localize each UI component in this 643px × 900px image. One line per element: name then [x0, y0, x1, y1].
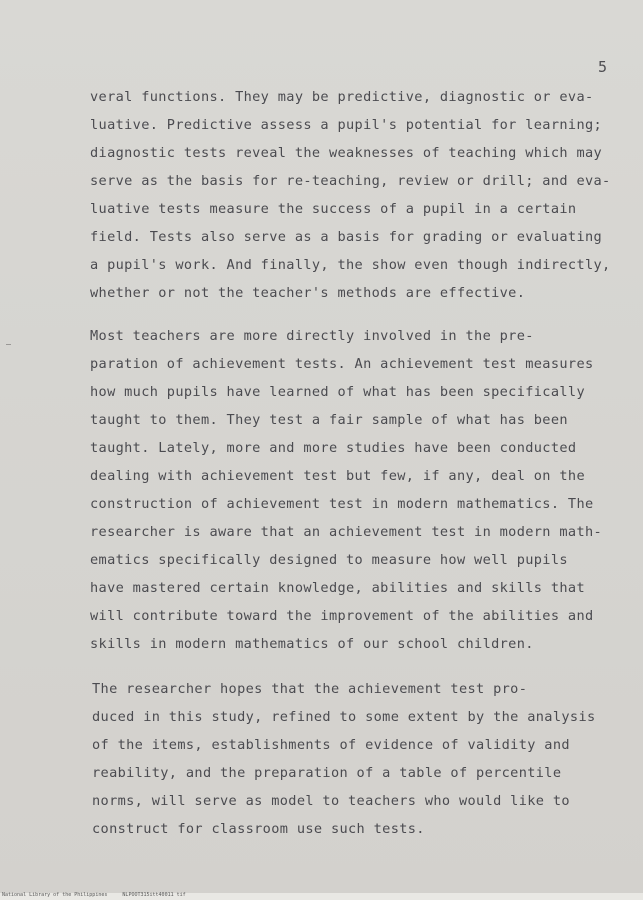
paragraph-line: taught. Lately, more and more studies have been conducted: [90, 440, 577, 456]
paragraph-line: veral functions. They may be predictive, diagnostic or eva-: [90, 89, 594, 105]
paragraph-line: construct for classroom use such tests.: [92, 821, 425, 837]
paragraph-line: field. Tests also serve as a basis for grading or evaluating: [90, 229, 603, 245]
paragraph-line: serve as the basis for re-teaching, review or drill; and eva-: [90, 173, 611, 189]
paragraph-line: have mastered certain knowledge, abilities and skills that: [90, 580, 585, 596]
paragraph-line: Most teachers are more directly involved in the pre-: [90, 328, 534, 344]
paragraph-line: construction of achievement test in modern mathematics. The: [90, 496, 594, 512]
paragraph-line: will contribute toward the improvement of the abilities and: [90, 608, 594, 624]
footer-code: NLPOOT315itt40011 tif: [122, 892, 186, 898]
paragraph-line: dealing with achievement test but few, if any, deal on the: [90, 468, 585, 484]
paragraph-line: researcher is aware that an achievement test in modern math-: [90, 524, 603, 540]
scan-footer: [0, 893, 643, 900]
footer-text: [2, 892, 186, 898]
margin-mark: [6, 344, 11, 345]
paragraph-line: whether or not the teacher's methods are effective.: [90, 285, 526, 301]
paragraph-line: how much pupils have learned of what has been specifically: [90, 384, 585, 400]
footer-library: National Library of the Philippines: [2, 892, 108, 898]
paragraph-line: The researcher hopes that the achievement test pro-: [92, 681, 528, 697]
paragraph-line: luative tests measure the success of a pupil in a certain: [90, 201, 577, 217]
paragraph-line: ematics specifically designed to measure how well pupils: [90, 552, 568, 568]
paragraph-line: luative. Predictive assess a pupil's potential for learning;: [90, 117, 603, 133]
paragraph-line: of the items, establishments of evidence of validity and: [92, 737, 570, 753]
paragraph-line: diagnostic tests reveal the weaknesses of teaching which may: [90, 145, 603, 161]
paragraph-line: reability, and the preparation of a table of percentile: [92, 765, 562, 781]
page-number: 5: [598, 58, 608, 76]
paragraph-line: taught to them. They test a fair sample of what has been: [90, 412, 568, 428]
paragraph-line: duced in this study, refined to some extent by the analysis: [92, 709, 596, 725]
paragraph-line: skills in modern mathematics of our school children.: [90, 636, 534, 652]
paragraph-line: a pupil's work. And finally, the show even though indirectly,: [90, 257, 611, 273]
paragraph-line: norms, will serve as model to teachers who would like to: [92, 793, 570, 809]
paragraph-line: paration of achievement tests. An achievement test measures: [90, 356, 594, 372]
